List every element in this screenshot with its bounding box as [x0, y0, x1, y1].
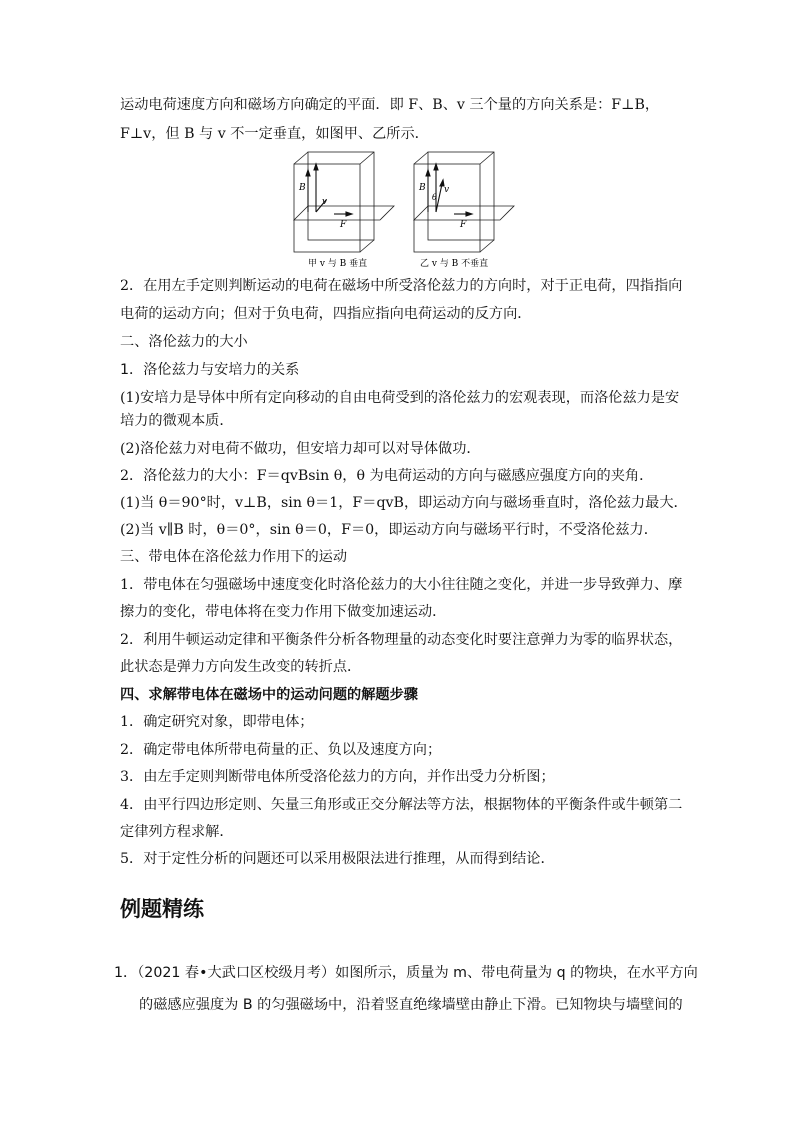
text-line: 2．洛伦兹力的大小：F＝qvBsin θ，θ 为电荷运动的方向与磁感应强度方向的夹角． [120, 468, 654, 484]
section-title: 例题精练 [120, 897, 204, 921]
section-heading: 三、带电体在洛伦兹力作用下的运动 [120, 549, 348, 565]
text-line: 2．确定带电体所带电荷量的正、负以及速度方向； [120, 742, 442, 758]
text-line: (2)洛伦兹力对电荷不做功，但安培力却可以对导体做功． [120, 441, 481, 457]
label-v: v [322, 197, 328, 207]
label-f: F [340, 220, 347, 230]
text-line: (2)当 v∥B 时，θ＝0°，sin θ＝0，F＝0，即运动方向与磁场平行时，不受洛伦兹力． [120, 522, 658, 538]
label-b: B [419, 183, 426, 193]
label-v: v [444, 185, 450, 195]
text-line: 1．带电体在匀强磁场中速度变化时洛伦兹力的大小往往随之变化，并进一步导致弹力、摩 [120, 577, 683, 593]
text-line: 4．由平行四边形定则、矢量三角形或正交分解法等方法，根据物体的平衡条件或牛顿第二 [120, 797, 683, 813]
section-heading: 四、求解带电体在磁场中的运动问题的解题步骤 [120, 687, 418, 703]
text-line: 培力的微观本质． [120, 413, 234, 429]
text-line: F⊥v，但 B 与 v 不一定垂直，如图甲、乙所示． [120, 126, 429, 142]
text-line: 2．在用左手定则判断运动的电荷在磁场中所受洛伦兹力的方向时，对于正电荷，四指指向 [120, 278, 683, 294]
figure-caption: 甲 v 与 B 垂直 [308, 259, 368, 269]
section-heading: 二、洛伦兹力的大小 [120, 334, 248, 350]
figure-jia [286, 150, 398, 270]
horizontal-plane [294, 206, 394, 220]
text-line: (1)当 θ＝90°时，v⊥B，sin θ＝1，F＝qvB，即运动方向与磁场垂直时，洛伦兹力最大． [120, 495, 688, 511]
text-line: 定律列方程求解． [120, 824, 234, 840]
text-line: 此状态是弹力方向发生改变的转折点． [120, 659, 362, 675]
label-f: F [460, 220, 467, 230]
text-line: 电荷的运动方向；但对于负电荷，四指应指向电荷运动的反方向． [120, 306, 532, 322]
text-line: 5．对于定性分析的问题还可以采用极限法进行推理，从而得到结论． [120, 851, 555, 867]
example-line: 的磁感应强度为 B 的匀强磁场中，沿着竖直绝缘墙壁由静止下滑。已知物块与墙壁间的 [139, 997, 683, 1013]
text-line: 1．确定研究对象，即带电体； [120, 714, 314, 730]
text-line: 2．利用牛顿运动定律和平衡条件分析各物理量的动态变化时要注意弹力为零的临界状态， [120, 632, 683, 648]
figure-yi [406, 150, 524, 270]
vertical-plane-back [294, 164, 360, 252]
text-line: 运动电荷速度方向和磁场方向确定的平面．即 F、B、v 三个量的方向关系是：F⊥B， [120, 97, 660, 113]
text-line: 擦力的变化，带电体将在变力作用下做变加速运动． [120, 604, 447, 620]
example-line: 1．（2021 春•大武口区校级月考）如图所示，质量为 m、带电荷量为 q 的物块，在水平方向 [114, 965, 698, 981]
subsection-heading: 1．洛伦兹力与安培力的关系 [120, 362, 300, 378]
text-line: 3．由左手定则判断带电体所受洛伦兹力的方向，并作出受力分析图； [120, 769, 555, 785]
figure-caption: 乙 v 与 B 不垂直 [420, 259, 489, 269]
label-theta: θ [432, 193, 437, 202]
text-line: (1)安培力是导体中所有定向移动的自由电荷受到的洛伦兹力的宏观表现，而洛伦兹力是安 [120, 390, 680, 406]
label-b: B [299, 183, 306, 193]
